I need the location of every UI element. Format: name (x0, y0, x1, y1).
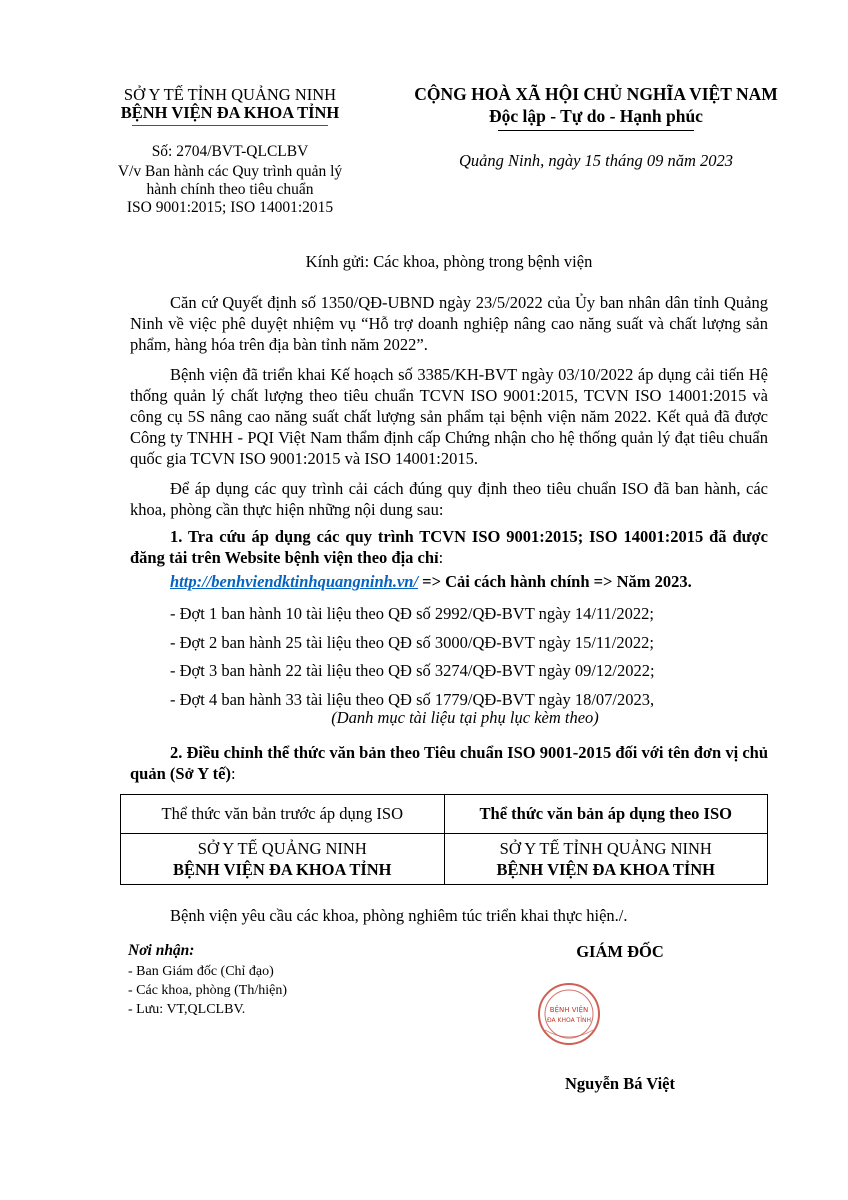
batch-list (170, 600, 770, 714)
closing-statement: Bệnh viện yêu cầu các khoa, phòng nghiêm túc triển khai thực hiện./. (170, 906, 628, 925)
paragraph-instruction: Để áp dụng các quy trình cải cách đúng quy định theo tiêu chuẩn ISO đã ban hành, các khoa, phòng cần thực hiện những nội dung sau: (130, 479, 768, 519)
table-header-before: Thể thức văn bản trước áp dụng ISO (121, 795, 445, 834)
stamp-seal-icon (537, 982, 601, 1046)
table-cell-after (444, 834, 768, 885)
after-agency: SỞ Y TẾ TỈNH QUẢNG NINH (499, 839, 712, 858)
website-line (170, 572, 770, 592)
paragraph-implementation: Bệnh viện đã triển khai Kế hoạch số 3385/KH-BVT ngày 03/10/2022 áp dụng cải tiến Hệ thống quản lý chất lượng theo tiêu chuẩn TCVN ISO 9001:2015, TCVN ISO 14001:2015 và công cụ 5S nâng cao năng suất chất lượng sản phẩm tại bệnh viện năm 2022. Kết quả đã được Công ty TNHH - PQI Việt Nam thẩm định cấp Chứng nhận cho hệ thống quản lý đạt tiêu chuẩn quốc gia TCVN ISO 9001:2015 và ISO 14001:2015. (130, 365, 768, 468)
website-link[interactable]: http://benhviendktinhquangninh.vn/ (170, 572, 419, 591)
receivers-title: Nơi nhận: (128, 942, 195, 959)
section-2-title (130, 742, 768, 784)
national-title: CỘNG HOÀ XÃ HỘI CHỦ NGHĨA VIỆT NAM (414, 84, 778, 104)
receivers-list (128, 962, 287, 1019)
list-item: - Đợt 4 ban hành 33 tài liệu theo QĐ số 1779/QĐ-BVT ngày 18/07/2023, (170, 689, 655, 709)
subject-line-2: hành chính theo tiêu chuẩn (146, 181, 314, 198)
stamp-line-1: BỆNH VIỆN (549, 1006, 589, 1014)
motto: Độc lập - Tự do - Hạnh phúc (489, 106, 703, 126)
table-header-after: Thể thức văn bản áp dụng theo ISO (444, 795, 768, 834)
header-left-underline (132, 125, 328, 126)
place-date: Quảng Ninh, ngày 15 tháng 09 năm 2023 (458, 151, 734, 170)
signer-title: GIÁM ĐỐC (576, 942, 664, 961)
section-1-text: 1. Tra cứu áp dụng các quy trình TCVN ISO 9001:2015; ISO 14001:2015 đã được đăng tải trên Website bệnh viện theo địa chỉ (130, 527, 768, 567)
signer-name: Nguyễn Bá Việt (564, 1074, 675, 1093)
before-unit: BỆNH VIỆN ĐA KHOA TỈNH (172, 860, 392, 879)
list-item: - Đợt 2 ban hành 25 tài liệu theo QĐ số 3000/QĐ-BVT ngày 15/11/2022; (170, 632, 654, 652)
list-item: - Ban Giám đốc (Chỉ đạo) (128, 964, 274, 979)
subject-line-3: ISO 9001:2015; ISO 14001:2015 (126, 199, 334, 216)
official-stamp (537, 982, 601, 1046)
section-1-colon: : (438, 548, 444, 567)
table-row (121, 834, 768, 885)
unit-name: BỆNH VIỆN ĐA KHOA TỈNH (120, 103, 340, 122)
paragraph-legal-basis: Căn cứ Quyết định số 1350/QĐ-UBND ngày 23/5/2022 của Ủy ban nhân dân tỉnh Quảng Ninh về việc phê duyệt nhiệm vụ “Hỗ trợ doanh nghiệp nâng cao năng suất và chất lượng sản phẩm, hàng hóa trên địa bàn tỉnh năm 2022”. (130, 293, 768, 354)
iso-format-table (120, 794, 768, 885)
table-header-row (121, 795, 768, 834)
before-agency: SỞ Y TẾ QUẢNG NINH (197, 839, 367, 858)
list-item: - Đợt 1 ban hành 10 tài liệu theo QĐ số 2992/QĐ-BVT ngày 14/11/2022; (170, 604, 654, 623)
header-left (80, 86, 380, 122)
header-right (396, 84, 796, 128)
section-1-title (130, 526, 768, 568)
stamp-line-2: ĐA KHOA TỈNH (546, 1017, 592, 1024)
agency-name: SỞ Y TẾ TỈNH QUẢNG NINH (123, 85, 337, 104)
recipient: Kính gửi: Các khoa, phòng trong bệnh viện (305, 252, 593, 271)
appendix-note: (Danh mục tài liệu tại phụ lục kèm theo) (331, 708, 599, 727)
doc-number: Số: 2704/BVT-QLCLBV (151, 143, 309, 160)
section-2-text: 2. Điều chỉnh thể thức văn bản theo Tiêu chuẩn ISO 9001-2015 đối với tên đơn vị chủ quản (Sở Y tế) (130, 743, 768, 783)
list-item: - Các khoa, phòng (Th/hiện) (128, 983, 288, 998)
doc-meta (80, 141, 380, 217)
website-path: => Cải cách hành chính => Năm 2023. (418, 572, 692, 591)
after-unit: BỆNH VIỆN ĐA KHOA TỈNH (496, 860, 716, 879)
subject-line-1: V/v Ban hành các Quy trình quản lý (117, 163, 343, 180)
section-2-colon: : (230, 764, 236, 783)
motto-underline (498, 130, 694, 131)
list-item: - Lưu: VT,QLCLBV. (128, 1002, 246, 1017)
list-item: - Đợt 3 ban hành 22 tài liệu theo QĐ số 3274/QĐ-BVT ngày 09/12/2022; (170, 661, 655, 680)
table-cell-before (121, 834, 445, 885)
